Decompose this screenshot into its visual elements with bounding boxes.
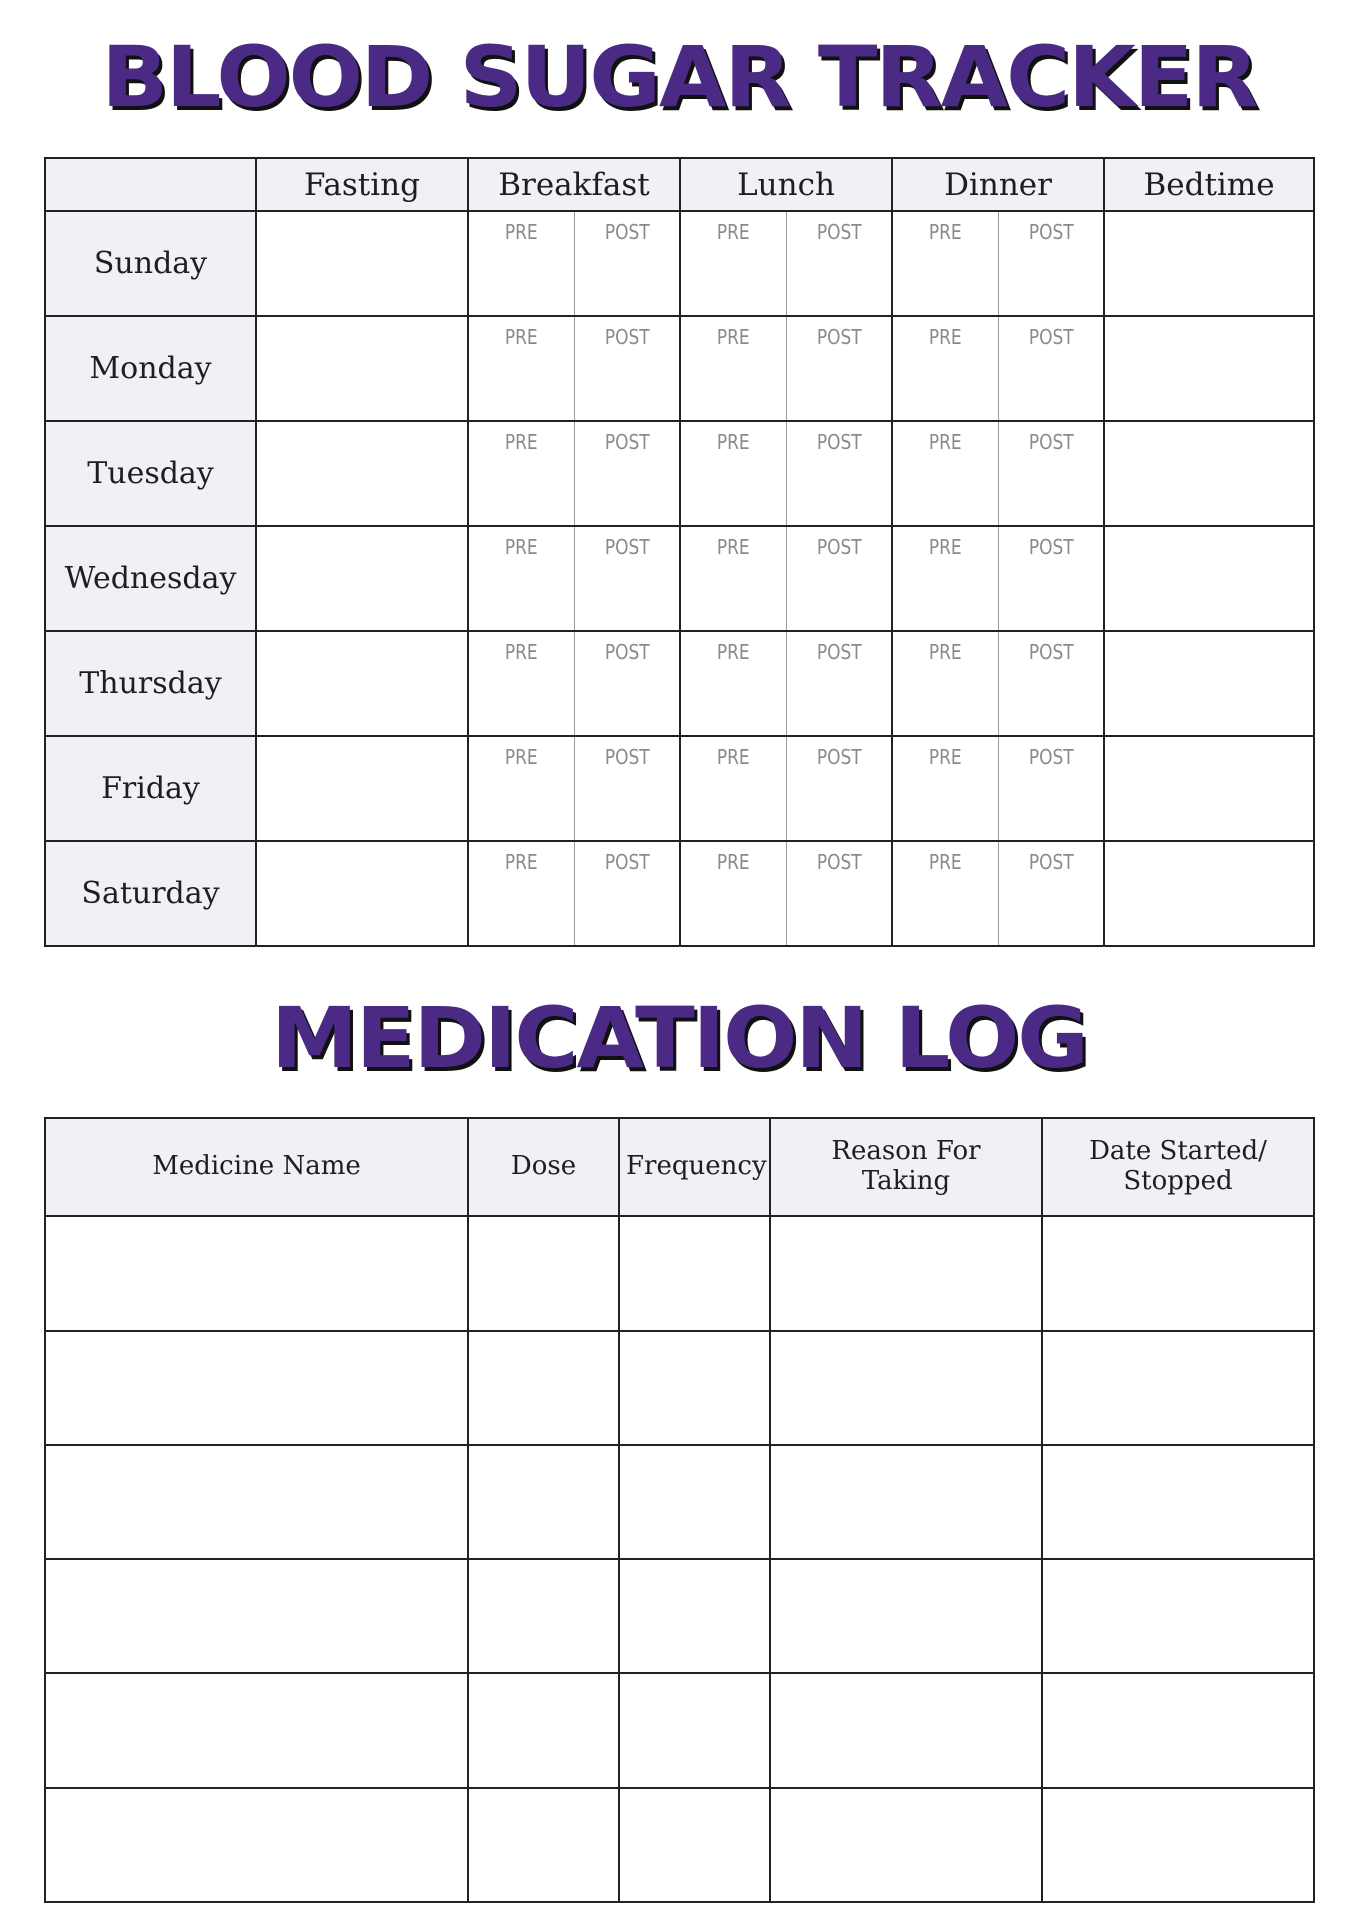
dose-entry-cell[interactable] xyxy=(468,1445,619,1559)
blood-sugar-table xyxy=(44,157,1315,947)
post-label: POST xyxy=(604,325,650,349)
frequency-entry-cell[interactable] xyxy=(619,1216,770,1330)
medicine-name-entry-cell[interactable] xyxy=(45,1331,468,1445)
lunch-pre-entry-cell[interactable] xyxy=(680,421,786,526)
header-reason-for-taking: Reason For Taking xyxy=(770,1118,1042,1216)
pre-label: PRE xyxy=(716,430,750,454)
dinner-post-entry-cell[interactable] xyxy=(998,211,1104,316)
reason-for-taking-entry-cell[interactable] xyxy=(770,1331,1042,1445)
post-label: POST xyxy=(604,745,650,769)
header-dose: Dose xyxy=(468,1118,619,1216)
medication-log-title: MEDICATION LOG xyxy=(271,989,1087,1087)
pre-label: PRE xyxy=(504,640,538,664)
breakfast-post-entry-cell[interactable] xyxy=(574,421,680,526)
bedtime-entry-cell[interactable] xyxy=(1104,736,1314,841)
medication-log-table xyxy=(44,1117,1315,1903)
pre-label: PRE xyxy=(928,430,962,454)
lunch-pre-entry-cell[interactable] xyxy=(680,526,786,631)
breakfast-pre-entry-cell[interactable] xyxy=(468,631,574,736)
breakfast-pre-entry-cell[interactable] xyxy=(468,211,574,316)
bedtime-entry-cell[interactable] xyxy=(1104,526,1314,631)
pre-label: PRE xyxy=(504,850,538,874)
post-label: POST xyxy=(604,220,650,244)
post-label: POST xyxy=(816,640,862,664)
dose-entry-cell[interactable] xyxy=(468,1331,619,1445)
medication-entry-row xyxy=(45,1216,1314,1330)
post-label: POST xyxy=(816,325,862,349)
date-started-stopped-entry-cell[interactable] xyxy=(1042,1445,1314,1559)
bedtime-entry-cell[interactable] xyxy=(1104,316,1314,421)
post-label: POST xyxy=(1028,220,1074,244)
fasting-entry-cell[interactable] xyxy=(256,631,468,736)
lunch-post-entry-cell[interactable] xyxy=(786,736,892,841)
bedtime-entry-cell[interactable] xyxy=(1104,211,1314,316)
day-label: Tuesday xyxy=(45,421,256,526)
lunch-pre-entry-cell[interactable] xyxy=(680,316,786,421)
post-label: POST xyxy=(1028,325,1074,349)
lunch-pre-entry-cell[interactable] xyxy=(680,841,786,946)
dinner-pre-entry-cell[interactable] xyxy=(892,631,998,736)
header-dinner: Dinner xyxy=(892,158,1104,211)
reason-for-taking-entry-cell[interactable] xyxy=(770,1788,1042,1902)
pre-label: PRE xyxy=(504,430,538,454)
medicine-name-entry-cell[interactable] xyxy=(45,1559,468,1673)
medication-entry-row xyxy=(45,1673,1314,1787)
pre-label: PRE xyxy=(928,535,962,559)
fasting-entry-cell[interactable] xyxy=(256,736,468,841)
header-bedtime: Bedtime xyxy=(1104,158,1314,211)
day-label: Wednesday xyxy=(45,526,256,631)
lunch-post-entry-cell[interactable] xyxy=(786,211,892,316)
dinner-post-entry-cell[interactable] xyxy=(998,841,1104,946)
reason-for-taking-entry-cell[interactable] xyxy=(770,1559,1042,1673)
post-label: POST xyxy=(816,430,862,454)
pre-label: PRE xyxy=(504,220,538,244)
dinner-post-entry-cell[interactable] xyxy=(998,316,1104,421)
pre-label: PRE xyxy=(928,220,962,244)
pre-label: PRE xyxy=(504,745,538,769)
fasting-entry-cell[interactable] xyxy=(256,211,468,316)
medication-entry-row xyxy=(45,1788,1314,1902)
lunch-post-entry-cell[interactable] xyxy=(786,841,892,946)
header-fasting: Fasting xyxy=(256,158,468,211)
breakfast-post-entry-cell[interactable] xyxy=(574,631,680,736)
header-medicine-name: Medicine Name xyxy=(45,1118,468,1216)
pre-label: PRE xyxy=(716,220,750,244)
pre-label: PRE xyxy=(716,850,750,874)
pre-label: PRE xyxy=(504,325,538,349)
dinner-pre-entry-cell[interactable] xyxy=(892,841,998,946)
pre-label: PRE xyxy=(928,745,962,769)
medicine-name-entry-cell[interactable] xyxy=(45,1788,468,1902)
post-label: POST xyxy=(1028,850,1074,874)
fasting-entry-cell[interactable] xyxy=(256,421,468,526)
fasting-entry-cell[interactable] xyxy=(256,841,468,946)
pre-label: PRE xyxy=(716,745,750,769)
medication-entry-row xyxy=(45,1331,1314,1445)
pre-label: PRE xyxy=(716,325,750,349)
post-label: POST xyxy=(816,745,862,769)
medicine-name-entry-cell[interactable] xyxy=(45,1445,468,1559)
header-date-started-stopped: Date Started/ Stopped xyxy=(1042,1118,1314,1216)
day-label: Monday xyxy=(45,316,256,421)
reason-for-taking-entry-cell[interactable] xyxy=(770,1673,1042,1787)
frequency-entry-cell[interactable] xyxy=(619,1445,770,1559)
post-label: POST xyxy=(604,640,650,664)
post-label: POST xyxy=(604,850,650,874)
post-label: POST xyxy=(1028,535,1074,559)
pre-label: PRE xyxy=(928,325,962,349)
day-label: Thursday xyxy=(45,631,256,736)
dose-entry-cell[interactable] xyxy=(468,1559,619,1673)
dinner-pre-entry-cell[interactable] xyxy=(892,526,998,631)
dinner-pre-entry-cell[interactable] xyxy=(892,211,998,316)
tracker-header-row xyxy=(45,158,1314,211)
post-label: POST xyxy=(1028,430,1074,454)
breakfast-pre-entry-cell[interactable] xyxy=(468,526,574,631)
lunch-pre-entry-cell[interactable] xyxy=(680,736,786,841)
lunch-post-entry-cell[interactable] xyxy=(786,316,892,421)
day-row-friday xyxy=(45,736,1314,841)
pre-label: PRE xyxy=(928,640,962,664)
day-label: Friday xyxy=(45,736,256,841)
dinner-pre-entry-cell[interactable] xyxy=(892,736,998,841)
breakfast-post-entry-cell[interactable] xyxy=(574,316,680,421)
medication-entry-row xyxy=(45,1445,1314,1559)
post-label: POST xyxy=(816,220,862,244)
day-row-sunday xyxy=(45,211,1314,316)
dinner-post-entry-cell[interactable] xyxy=(998,421,1104,526)
header-frequency: Frequency xyxy=(619,1118,770,1216)
lunch-post-entry-cell[interactable] xyxy=(786,631,892,736)
fasting-entry-cell[interactable] xyxy=(256,316,468,421)
post-label: POST xyxy=(604,535,650,559)
dose-entry-cell[interactable] xyxy=(468,1673,619,1787)
lunch-post-entry-cell[interactable] xyxy=(786,526,892,631)
date-started-stopped-entry-cell[interactable] xyxy=(1042,1788,1314,1902)
day-label: Sunday xyxy=(45,211,256,316)
medication-header-row xyxy=(45,1118,1314,1216)
date-started-stopped-entry-cell[interactable] xyxy=(1042,1216,1314,1330)
medicine-name-entry-cell[interactable] xyxy=(45,1673,468,1787)
date-started-stopped-entry-cell[interactable] xyxy=(1042,1331,1314,1445)
day-row-tuesday xyxy=(45,421,1314,526)
bedtime-entry-cell[interactable] xyxy=(1104,631,1314,736)
day-row-saturday xyxy=(45,841,1314,946)
lunch-post-entry-cell[interactable] xyxy=(786,421,892,526)
header-corner-cell xyxy=(45,158,256,211)
dose-entry-cell[interactable] xyxy=(468,1216,619,1330)
breakfast-pre-entry-cell[interactable] xyxy=(468,736,574,841)
breakfast-post-entry-cell[interactable] xyxy=(574,841,680,946)
date-started-stopped-entry-cell[interactable] xyxy=(1042,1559,1314,1673)
post-label: POST xyxy=(816,850,862,874)
dose-entry-cell[interactable] xyxy=(468,1788,619,1902)
day-row-wednesday xyxy=(45,526,1314,631)
breakfast-pre-entry-cell[interactable] xyxy=(468,841,574,946)
breakfast-pre-entry-cell[interactable] xyxy=(468,316,574,421)
lunch-pre-entry-cell[interactable] xyxy=(680,211,786,316)
frequency-entry-cell[interactable] xyxy=(619,1331,770,1445)
pre-label: PRE xyxy=(716,640,750,664)
medication-entry-row xyxy=(45,1559,1314,1673)
medicine-name-entry-cell[interactable] xyxy=(45,1216,468,1330)
fasting-entry-cell[interactable] xyxy=(256,526,468,631)
dinner-post-entry-cell[interactable] xyxy=(998,526,1104,631)
frequency-entry-cell[interactable] xyxy=(619,1673,770,1787)
breakfast-post-entry-cell[interactable] xyxy=(574,211,680,316)
date-started-stopped-entry-cell[interactable] xyxy=(1042,1673,1314,1787)
pre-label: PRE xyxy=(716,535,750,559)
frequency-entry-cell[interactable] xyxy=(619,1788,770,1902)
day-row-monday xyxy=(45,316,1314,421)
dinner-pre-entry-cell[interactable] xyxy=(892,316,998,421)
pre-label: PRE xyxy=(928,850,962,874)
post-label: POST xyxy=(604,430,650,454)
dinner-post-entry-cell[interactable] xyxy=(998,631,1104,736)
dinner-post-entry-cell[interactable] xyxy=(998,736,1104,841)
post-label: POST xyxy=(816,535,862,559)
tracker-title: BLOOD SUGAR TRACKER xyxy=(101,28,1257,126)
frequency-entry-cell[interactable] xyxy=(619,1559,770,1673)
header-breakfast: Breakfast xyxy=(468,158,680,211)
bedtime-entry-cell[interactable] xyxy=(1104,841,1314,946)
post-label: POST xyxy=(1028,640,1074,664)
breakfast-post-entry-cell[interactable] xyxy=(574,526,680,631)
reason-for-taking-entry-cell[interactable] xyxy=(770,1445,1042,1559)
post-label: POST xyxy=(1028,745,1074,769)
header-lunch: Lunch xyxy=(680,158,892,211)
day-label: Saturday xyxy=(45,841,256,946)
day-row-thursday xyxy=(45,631,1314,736)
bedtime-entry-cell[interactable] xyxy=(1104,421,1314,526)
pre-label: PRE xyxy=(504,535,538,559)
breakfast-pre-entry-cell[interactable] xyxy=(468,421,574,526)
lunch-pre-entry-cell[interactable] xyxy=(680,631,786,736)
reason-for-taking-entry-cell[interactable] xyxy=(770,1216,1042,1330)
breakfast-post-entry-cell[interactable] xyxy=(574,736,680,841)
dinner-pre-entry-cell[interactable] xyxy=(892,421,998,526)
